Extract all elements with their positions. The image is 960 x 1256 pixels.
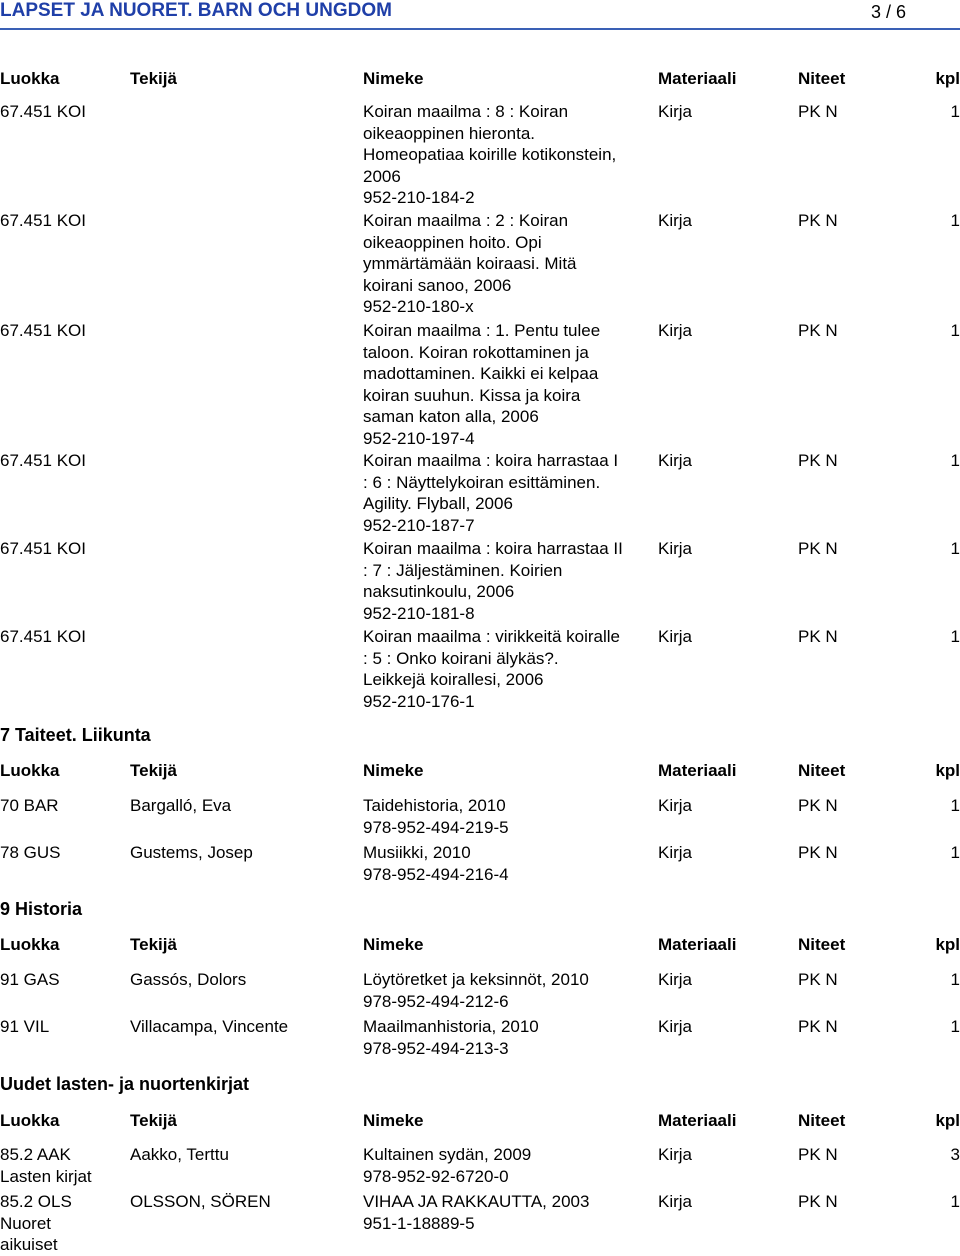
col-luokka: [0, 969, 60, 991]
col-tekija-line: Gassós, Dolors: [130, 970, 247, 989]
section-title: Uudet lasten- ja nuortenkirjat: [0, 1074, 250, 1094]
header-col-luokka: Luokka: [0, 1111, 60, 1130]
col-nimeke-line: : 5 : Onko koirani älykäs?.: [363, 648, 559, 668]
col-kpl: 1: [950, 539, 960, 558]
col-nimeke-line: ymmärtämään koiraasi. Mitä: [363, 254, 577, 273]
col-niteet: PK N: [798, 1017, 838, 1036]
col-tekija: [130, 1016, 288, 1038]
col-nimeke-line: 952-210-176-1: [363, 691, 475, 711]
col-nimeke: [363, 538, 623, 624]
col-nimeke-line: Koiran maailma : 2 : Koiran: [363, 211, 569, 230]
col-nimeke-line: 952-210-180-x: [363, 297, 474, 316]
header-col-luokka: Luokka: [0, 935, 60, 954]
col-tekija: [130, 795, 231, 817]
col-nimeke-line: Musiikki, 2010: [363, 843, 471, 862]
col-luokka-line: Nuoret: [0, 1213, 52, 1233]
col-luokka: [0, 210, 86, 232]
header-col-niteet: Niteet: [798, 69, 846, 88]
col-nimeke: [363, 1144, 531, 1187]
col-niteet: PK N: [798, 627, 838, 646]
header-col-niteet: Niteet: [798, 761, 846, 780]
col-nimeke-line: Taidehistoria, 2010: [363, 796, 506, 815]
header-col-materiaali: Materiaali: [658, 1111, 737, 1130]
col-luokka-line: 67.451 KOI: [0, 539, 87, 558]
col-kpl: 1: [950, 321, 960, 340]
section-title: 9 Historia: [0, 899, 83, 919]
header-col-luokka: Luokka: [0, 69, 60, 88]
col-materiaali: Kirja: [658, 970, 693, 989]
col-materiaali: Kirja: [658, 321, 693, 340]
header-col-materiaali: Materiaali: [658, 935, 737, 954]
col-nimeke-line: Leikkejä koirallesi, 2006: [363, 670, 544, 689]
col-luokka-line: 67.451 KOI: [0, 102, 87, 121]
col-nimeke-line: Koiran maailma : 1. Pentu tulee: [363, 321, 601, 340]
col-materiaali: Kirja: [658, 539, 693, 558]
col-nimeke-line: 978-952-494-216-4: [363, 864, 509, 884]
col-tekija-line: OLSSON, SÖREN: [130, 1192, 271, 1211]
col-nimeke-line: 952-210-197-4: [363, 428, 475, 448]
page-header: [0, 0, 960, 30]
col-tekija-line: Aakko, Terttu: [130, 1145, 229, 1164]
col-nimeke-line: Maailmanhistoria, 2010: [363, 1017, 539, 1036]
col-luokka-line: 78 GUS: [0, 843, 61, 862]
col-kpl: 1: [950, 796, 960, 815]
col-nimeke-line: 978-952-494-212-6: [363, 991, 509, 1011]
col-luokka-line: Lasten kirjat: [0, 1166, 92, 1186]
document-title: LAPSET JA NUORET. BARN OCH UNGDOM: [0, 0, 392, 21]
col-niteet: PK N: [798, 1192, 838, 1211]
col-luokka-line: aikuiset: [0, 1235, 58, 1254]
col-kpl: 1: [950, 843, 960, 862]
col-materiaali: Kirja: [658, 211, 693, 230]
col-niteet: PK N: [798, 321, 838, 340]
col-kpl: 1: [950, 102, 960, 121]
col-nimeke-line: : 6 : Näyttelykoiran esittäminen.: [363, 472, 601, 492]
col-luokka-line: 85.2 AAK: [0, 1145, 71, 1164]
col-nimeke: [363, 101, 616, 209]
col-luokka: [0, 320, 86, 342]
col-nimeke: [363, 320, 600, 449]
col-nimeke-line: 2006: [363, 166, 401, 186]
col-niteet: PK N: [798, 796, 838, 815]
col-nimeke-line: koiran suuhun. Kissa ja koira: [363, 385, 581, 405]
col-nimeke: [363, 1191, 589, 1234]
col-tekija: [130, 969, 246, 991]
col-tekija: [130, 842, 253, 864]
col-nimeke-line: saman katon alla, 2006: [363, 407, 539, 426]
col-kpl: 3: [950, 1145, 960, 1164]
header-col-materiaali: Materiaali: [658, 69, 737, 88]
col-niteet: PK N: [798, 211, 838, 230]
col-nimeke-line: naksutinkoulu, 2006: [363, 582, 515, 601]
col-nimeke-line: madottaminen. Kaikki ei kelpaa: [363, 364, 599, 383]
col-nimeke-line: 952-210-181-8: [363, 603, 475, 623]
col-nimeke-line: : 7 : Jäljestäminen. Koirien: [363, 560, 563, 580]
section-title: 7 Taiteet. Liikunta: [0, 725, 151, 745]
column-header-row: [0, 68, 960, 92]
col-nimeke-line: VIHAA JA RAKKAUTTA, 2003: [363, 1192, 590, 1211]
col-nimeke-line: koirani sanoo, 2006: [363, 275, 512, 295]
col-materiaali: Kirja: [658, 843, 693, 862]
col-luokka-line: 70 BAR: [0, 796, 59, 815]
column-header-row: [0, 1110, 960, 1134]
col-nimeke-line: 952-210-187-7: [363, 515, 475, 535]
header-col-kpl: kpl: [935, 761, 960, 780]
col-luokka: [0, 1191, 72, 1256]
col-luokka: [0, 101, 86, 123]
page-number: 3 / 6: [870, 2, 906, 22]
col-nimeke: [363, 969, 589, 1012]
col-niteet: PK N: [798, 1145, 838, 1164]
col-nimeke-line: 978-952-92-6720-0: [363, 1166, 509, 1186]
col-luokka-line: 67.451 KOI: [0, 211, 87, 230]
header-col-kpl: kpl: [935, 69, 960, 88]
col-tekija-line: Villacampa, Vincente: [130, 1017, 289, 1036]
col-nimeke-line: 952-210-184-2: [363, 188, 475, 207]
header-col-materiaali: Materiaali: [658, 761, 737, 780]
col-nimeke: [363, 842, 509, 885]
col-niteet: PK N: [798, 539, 838, 558]
col-kpl: 1: [950, 627, 960, 646]
header-col-kpl: kpl: [935, 935, 960, 954]
col-niteet: PK N: [798, 451, 838, 470]
column-header-row: [0, 934, 960, 958]
header-col-niteet: Niteet: [798, 1111, 846, 1130]
col-nimeke-line: 978-952-494-219-5: [363, 817, 509, 837]
col-tekija-line: Bargalló, Eva: [130, 796, 232, 815]
col-luokka-line: 85.2 OLS: [0, 1192, 72, 1211]
header-col-kpl: kpl: [935, 1111, 960, 1130]
col-tekija-line: Gustems, Josep: [130, 843, 253, 862]
col-luokka: [0, 450, 86, 472]
col-materiaali: Kirja: [658, 796, 693, 815]
col-nimeke-line: taloon. Koiran rokottaminen ja: [363, 342, 589, 362]
header-col-tekija: Tekijä: [130, 69, 177, 88]
col-luokka: [0, 1016, 49, 1038]
col-nimeke-line: Kultainen sydän, 2009: [363, 1145, 532, 1164]
col-nimeke-line: Agility. Flyball, 2006: [363, 494, 513, 513]
col-materiaali: Kirja: [658, 102, 693, 121]
col-nimeke-line: Koiran maailma : koira harrastaa II: [363, 539, 623, 558]
header-divider: [0, 28, 960, 30]
col-kpl: 1: [950, 451, 960, 470]
col-luokka: [0, 538, 86, 560]
col-nimeke-line: oikeaoppinen hoito. Opi: [363, 232, 542, 252]
col-nimeke: [363, 450, 618, 536]
header-col-tekija: Tekijä: [130, 935, 177, 954]
col-nimeke-line: Koiran maailma : koira harrastaa I: [363, 451, 619, 470]
header-col-luokka: Luokka: [0, 761, 60, 780]
col-nimeke-line: Koiran maailma : virikkeitä koiralle: [363, 627, 620, 646]
col-tekija: [130, 1144, 229, 1166]
col-materiaali: Kirja: [658, 451, 693, 470]
col-luokka-line: 91 GAS: [0, 970, 60, 989]
col-materiaali: Kirja: [658, 1192, 693, 1211]
col-luokka-line: 67.451 KOI: [0, 451, 87, 470]
header-col-tekija: Tekijä: [130, 1111, 177, 1130]
col-tekija: [130, 1191, 271, 1213]
col-kpl: 1: [950, 1192, 960, 1211]
col-nimeke: [363, 795, 509, 838]
header-col-nimeke: Nimeke: [363, 935, 424, 954]
col-nimeke: [363, 1016, 539, 1059]
col-nimeke-line: Koiran maailma : 8 : Koiran: [363, 102, 569, 121]
col-kpl: 1: [950, 1017, 960, 1036]
col-luokka: [0, 795, 59, 817]
col-luokka-line: 67.451 KOI: [0, 627, 87, 646]
col-materiaali: Kirja: [658, 627, 693, 646]
header-col-niteet: Niteet: [798, 935, 846, 954]
col-nimeke-line: oikeaoppinen hieronta.: [363, 123, 536, 143]
col-nimeke-line: 978-952-494-213-3: [363, 1038, 509, 1058]
col-kpl: 1: [950, 211, 960, 230]
col-niteet: PK N: [798, 102, 838, 121]
col-luokka: [0, 626, 86, 648]
col-luokka: [0, 1144, 92, 1187]
header-col-nimeke: Nimeke: [363, 69, 424, 88]
header-col-nimeke: Nimeke: [363, 1111, 424, 1130]
col-materiaali: Kirja: [658, 1145, 693, 1164]
col-niteet: PK N: [798, 843, 838, 862]
col-nimeke-line: Löytöretket ja keksinnöt, 2010: [363, 970, 589, 989]
col-luokka-line: 91 VIL: [0, 1017, 50, 1036]
col-luokka-line: 67.451 KOI: [0, 321, 87, 340]
col-materiaali: Kirja: [658, 1017, 693, 1036]
col-nimeke-line: Homeopatiaa koirille kotikonstein,: [363, 145, 617, 164]
column-header-row: [0, 760, 960, 784]
header-col-tekija: Tekijä: [130, 761, 177, 780]
header-col-nimeke: Nimeke: [363, 761, 424, 780]
col-niteet: PK N: [798, 970, 838, 989]
col-kpl: 1: [950, 970, 960, 989]
col-nimeke: [363, 626, 620, 712]
col-nimeke: [363, 210, 577, 318]
col-nimeke-line: 951-1-18889-5: [363, 1213, 475, 1233]
col-luokka: [0, 842, 60, 864]
